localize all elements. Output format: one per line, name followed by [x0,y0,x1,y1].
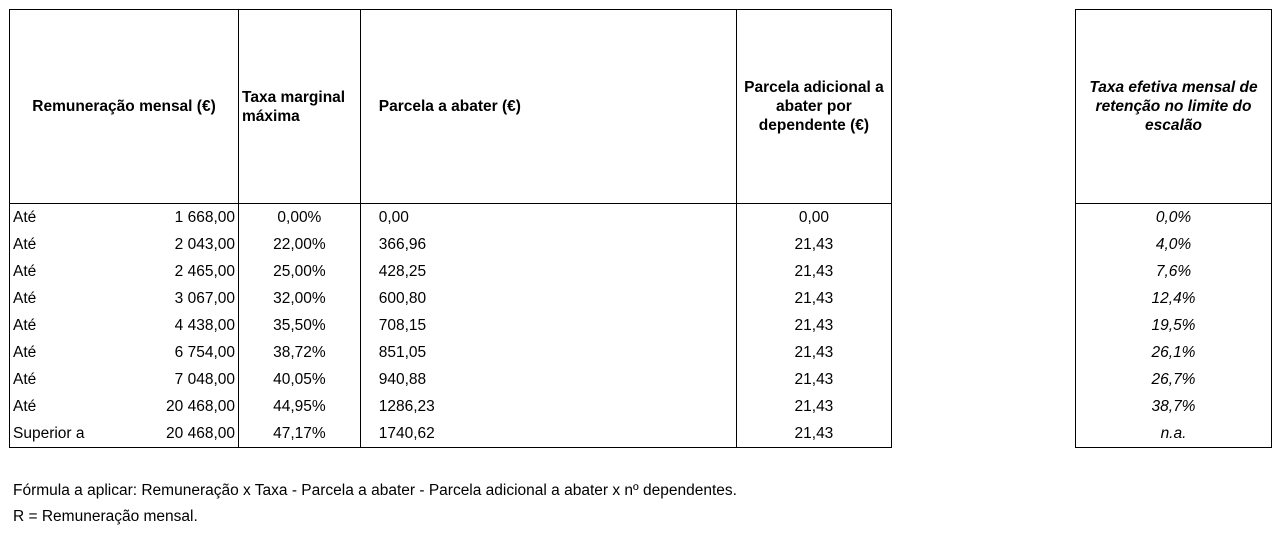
parcela-adicional-value: 21,43 [736,393,891,420]
parcela-adicional-value: 21,43 [736,339,891,366]
effective-rate-row [1076,285,1272,312]
taxa-marginal-value: 40,05% [239,366,361,393]
taxa-marginal-value: 35,50% [239,312,361,339]
taxa-efetiva-value: n.a. [1076,420,1272,448]
taxa-efetiva-value: 26,1% [1076,339,1272,366]
remuneracao-value: 3 067,00 [122,285,239,312]
taxa-efetiva-value: 38,7% [1076,393,1272,420]
table-row [10,393,892,420]
parcela-adicional-value: 21,43 [736,258,891,285]
parcela-abater-value: 600,80 [360,285,736,312]
remuneracao-value: 20 468,00 [122,393,239,420]
taxa-marginal-value: 22,00% [239,231,361,258]
parcela-adicional-value: 21,43 [736,285,891,312]
taxa-efetiva-value: 19,5% [1076,312,1272,339]
remuneracao-value: 2 465,00 [122,258,239,285]
table-row [10,339,892,366]
taxa-marginal-value: 0,00% [239,204,361,232]
table-row [10,420,892,448]
legend-note: R = Remuneração mensal. [13,508,198,525]
taxa-efetiva-value: 4,0% [1076,231,1272,258]
effective-rate-table [1075,9,1272,448]
effective-rate-row [1076,420,1272,448]
row-label: Até [10,393,122,420]
notes [13,478,737,530]
taxa-marginal-value: 47,17% [239,420,361,448]
parcela-abater-value: 1286,23 [360,393,736,420]
row-label: Até [10,366,122,393]
parcela-abater-value: 366,96 [360,231,736,258]
row-label: Até [10,204,122,232]
table-row [10,366,892,393]
remuneracao-value: 20 468,00 [122,420,239,448]
header-remuneracao: Remuneração mensal (€) [10,10,239,204]
row-label: Até [10,285,122,312]
remuneracao-value: 7 048,00 [122,366,239,393]
table-row [10,204,892,232]
taxa-efetiva-value: 0,0% [1076,204,1272,232]
parcela-adicional-value: 21,43 [736,312,891,339]
header-parcela-abater: Parcela a abater (€) [360,10,736,204]
parcela-adicional-value: 21,43 [736,366,891,393]
effective-rate-row [1076,312,1272,339]
header-row [10,10,892,204]
effective-rate-row [1076,366,1272,393]
formula-note: Fórmula a aplicar: Remuneração x Taxa - Parcela a abater - Parcela adicional a abater x nº dependentes. [13,482,737,499]
parcela-adicional-value: 0,00 [736,204,891,232]
header-taxa-marginal: Taxa marginal máxima [239,10,361,204]
table-row [10,285,892,312]
remuneracao-value: 6 754,00 [122,339,239,366]
table-row [10,312,892,339]
parcela-abater-value: 0,00 [360,204,736,232]
row-label: Até [10,231,122,258]
row-label: Superior a [10,420,122,448]
row-label: Até [10,312,122,339]
parcela-adicional-value: 21,43 [736,420,891,448]
taxa-marginal-value: 44,95% [239,393,361,420]
taxa-marginal-value: 25,00% [239,258,361,285]
parcela-abater-value: 708,15 [360,312,736,339]
remuneracao-value: 1 668,00 [122,204,239,232]
parcela-abater-value: 428,25 [360,258,736,285]
effective-header-row [1076,10,1272,204]
table-row [10,258,892,285]
taxa-marginal-value: 32,00% [239,285,361,312]
table-body [10,204,892,448]
header-parcela-adicional: Parcela adicional a abater por dependente (€) [736,10,891,204]
taxa-efetiva-value: 26,7% [1076,366,1272,393]
taxa-marginal-value: 38,72% [239,339,361,366]
remuneracao-value: 2 043,00 [122,231,239,258]
parcela-abater-value: 851,05 [360,339,736,366]
table-row [10,231,892,258]
effective-rate-row [1076,258,1272,285]
effective-rate-body [1076,204,1272,448]
withholding-table [9,9,892,448]
effective-rate-row [1076,231,1272,258]
header-taxa-efetiva: Taxa efetiva mensal de retenção no limite do escalão [1076,10,1272,204]
parcela-abater-value: 940,88 [360,366,736,393]
parcela-adicional-value: 21,43 [736,231,891,258]
effective-rate-row [1076,393,1272,420]
parcela-abater-value: 1740,62 [360,420,736,448]
effective-rate-row [1076,204,1272,232]
remuneracao-value: 4 438,00 [122,312,239,339]
taxa-efetiva-value: 12,4% [1076,285,1272,312]
row-label: Até [10,339,122,366]
effective-rate-row [1076,339,1272,366]
taxa-efetiva-value: 7,6% [1076,258,1272,285]
row-label: Até [10,258,122,285]
